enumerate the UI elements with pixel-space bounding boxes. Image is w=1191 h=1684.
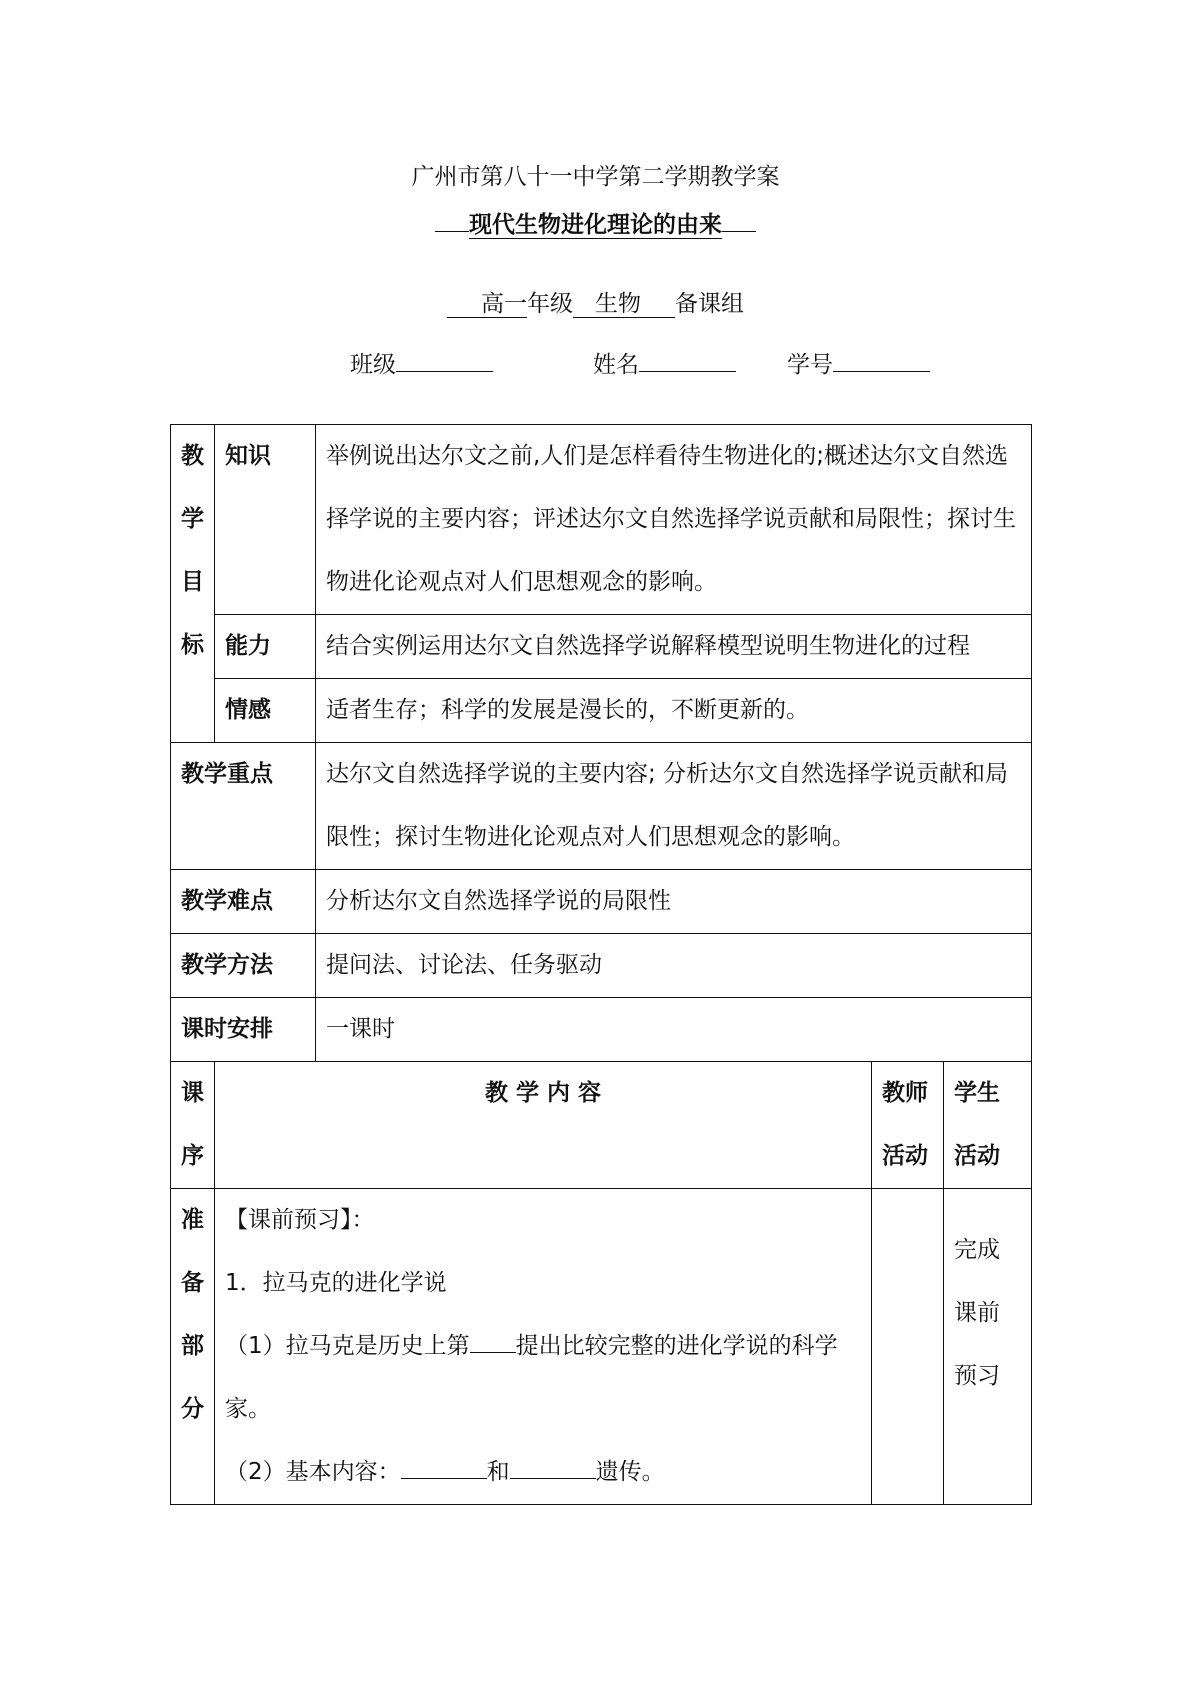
- schedule-row: [171, 998, 1032, 1062]
- key-points-text: 达尔文自然选择学说的主要内容; 分析达尔文自然选择学说贡献和局限性；探讨生物进化论观点对人们思想观念的影响。: [316, 743, 1032, 870]
- difficulty-text: 分析达尔文自然选择学说的局限性: [316, 870, 1032, 934]
- knowledge-row: [171, 425, 1032, 615]
- prep-row: [171, 1189, 1032, 1505]
- student-prep-cell: 完成 课前 预习: [944, 1189, 1032, 1505]
- underline-blank: [722, 207, 756, 232]
- prep-heading: 【课前预习】：: [225, 1207, 375, 1233]
- key-points-label: 教学重点: [171, 743, 316, 870]
- teacher-activity-label: 教师 活动: [872, 1062, 944, 1189]
- difficulty-row: [171, 870, 1032, 934]
- emotion-text: 适者生存；科学的发展是漫长的，不断更新的。: [316, 679, 1032, 743]
- prep-item-1: 1．拉马克的进化学说: [225, 1270, 447, 1296]
- group-suffix: 备课组: [675, 291, 744, 317]
- grade-value: 高一: [447, 291, 527, 318]
- blank-line[interactable]: [401, 1454, 487, 1479]
- class-input-line[interactable]: [396, 347, 493, 372]
- ability-row: [171, 615, 1032, 679]
- knowledge-text: 举例说出达尔文之前,人们是怎样看待生物进化的;概述达尔文自然选择学说的主要内容；评述达尔文自然选择学说贡献和局限性；探讨生物进化论观点对人们思想观念的影响。: [316, 425, 1032, 615]
- lesson-title-text: 现代生物进化理论的由来: [469, 212, 722, 238]
- sequence-label: 课 序: [171, 1062, 215, 1189]
- lesson-title: [0, 206, 1191, 239]
- schedule-label: 课时安排: [171, 998, 316, 1062]
- prep-content: [215, 1189, 872, 1505]
- student-activity-label: 学生 活动: [944, 1062, 1032, 1189]
- content-header: 教 学 内 容: [215, 1062, 872, 1189]
- prep-item-1-1: （1）拉马克是历史上第 提出比较完整的进化学说的科学家。: [225, 1315, 861, 1441]
- teacher-activity-cell: [872, 1189, 944, 1505]
- ability-text: 结合实例运用达尔文自然选择学说解释模型说明生物进化的过程: [316, 615, 1032, 679]
- blank-line[interactable]: [470, 1328, 516, 1353]
- name-label: 姓名: [593, 352, 639, 378]
- underline-blank: [435, 207, 469, 232]
- difficulty-label: 教学难点: [171, 870, 316, 934]
- subject-value: 生物: [573, 291, 675, 318]
- grade-suffix: 年级: [527, 291, 573, 317]
- prep-item-1-2: （2）基本内容： 和 遗传。: [225, 1441, 861, 1504]
- content-header-row: [171, 1062, 1032, 1189]
- class-field: [350, 346, 493, 379]
- schedule-text: 一课时: [316, 998, 1032, 1062]
- school-title: 广州市第八十一中学第二学期教学案: [411, 164, 780, 190]
- key-points-row: [171, 743, 1032, 870]
- grade-subject-group: [0, 285, 1191, 318]
- emotion-label: 情感: [215, 679, 316, 743]
- method-label: 教学方法: [171, 934, 316, 998]
- name-field: [593, 346, 736, 379]
- method-row: [171, 934, 1032, 998]
- blank-line[interactable]: [510, 1454, 596, 1479]
- emotion-row: [171, 679, 1032, 743]
- method-text: 提问法、讨论法、任务驱动: [316, 934, 1032, 998]
- name-input-line[interactable]: [639, 347, 736, 372]
- class-label: 班级: [350, 352, 396, 378]
- prep-label: 准 备 部 分: [171, 1189, 215, 1505]
- objectives-label: 教 学 目 标: [171, 425, 215, 743]
- knowledge-label: 知识: [215, 425, 316, 615]
- number-input-line[interactable]: [833, 347, 930, 372]
- number-label: 学号: [787, 352, 833, 378]
- lesson-plan-table: [170, 424, 1032, 1505]
- number-field: [787, 346, 930, 379]
- ability-label: 能力: [215, 615, 316, 679]
